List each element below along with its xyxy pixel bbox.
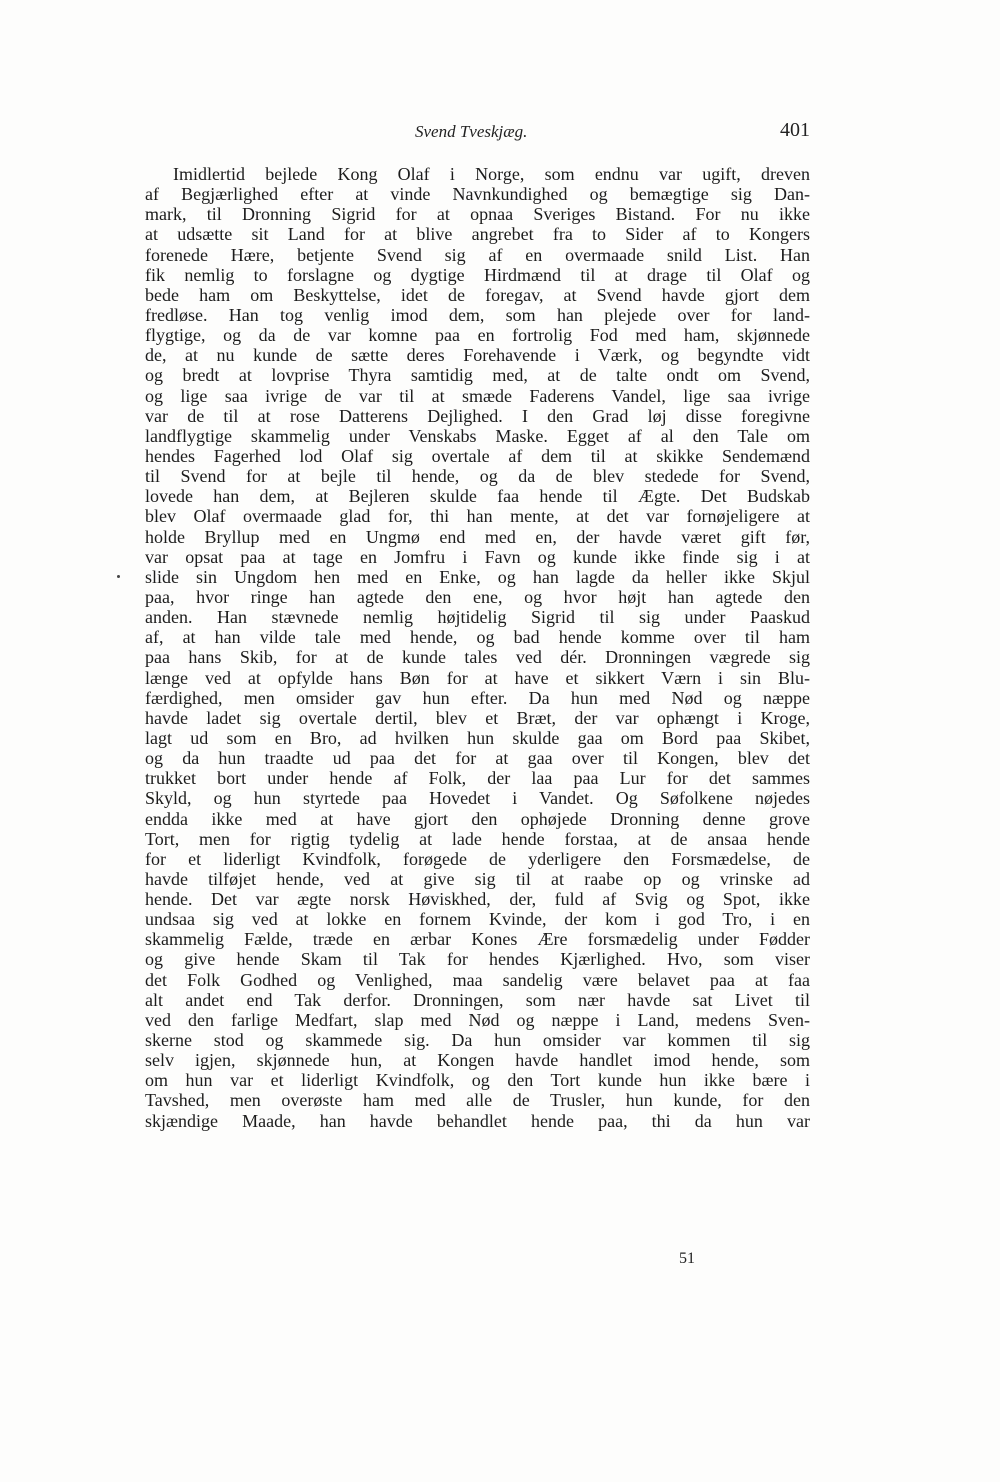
ink-speck (117, 575, 120, 578)
body-text (145, 164, 810, 1131)
text-line: bede ham om Beskyttelse, idet de foregav, at Svend havde gjort dem (145, 284, 810, 305)
text-line: paa, hvor ringe han agtede den ene, og hvor højt han agtede den (145, 586, 810, 607)
text-line: fredløse. Han tog venlig imod dem, som han plejede over for land- (145, 304, 810, 325)
page-header (145, 119, 810, 148)
text-line: af Begjærlighed efter at vinde Navnkundighed og bemægtige sig Dan- (145, 184, 810, 205)
text-line: færdighed, men omsider gav hun efter. Da hun med Nød og næppe (145, 687, 810, 708)
running-title: Svend Tveskjæg. (415, 122, 528, 141)
text-line: blev Olaf overmaade glad for, thi han mente, at det var fornøjeligere at (145, 506, 810, 527)
text-line: landflygtige skammelig under Venskabs Maske. Egget af al den Tale om (145, 425, 810, 446)
text-line: til Svend for at bejle til hende, og da de blev stedede for Svend, (145, 466, 810, 487)
text-line: skerne stod og skammede sig. Da hun omsider var kommen til sig (145, 1030, 810, 1051)
text-line: Tavshed, men overøste ham med alle de Trusler, hun kunde, for den (145, 1090, 810, 1111)
text-line: ved den farlige Medfart, slap med Nød og næppe i Land, medens Sven- (145, 1009, 810, 1030)
text-line: trukket bort under hende af Folk, der laa paa Lur for det sammes (145, 768, 810, 789)
text-line: hendes Fagerhed lod Olaf sig overtale af dem til at skikke Sendemænd (145, 445, 810, 466)
text-line: anden. Han stævnede nemlig højtidelig Sigrid til sig under Paaskud (145, 607, 810, 628)
text-line: Tort, men for rigtig tydelig at lade hende forstaa, at de ansaa hende (145, 828, 810, 849)
text-line: var opsat paa at tage en Jomfru i Favn og kunde ikke finde sig i at (145, 546, 810, 567)
text-line: fik nemlig to forslagne og dygtige Hirdmænd til at drage til Olaf og (145, 264, 810, 285)
text-line: at udsætte sit Land for at blive angrebet fra to Sider af to Kongers (145, 224, 810, 245)
text-line: holde Bryllup med en Ungmø end med en, der havde været gift før, (145, 526, 810, 547)
text-line: det Folk Godhed og Venlighed, maa sandelig være belavet paa at faa (145, 969, 810, 990)
text-line: og da hun traadte ud paa det for at gaa over til Kongen, blev det (145, 748, 810, 769)
text-line: af, at han vilde tale med hende, og bad hende komme over til ham (145, 627, 810, 648)
text-line: og lige saa ivrige de var til at smæde Faderens Vandel, lige saa ivrige (145, 385, 810, 406)
text-line: for et liderligt Kvindfolk, forøgede de yderligere den Forsmædelse, de (145, 848, 810, 869)
text-line: de, at nu kunde de sætte deres Forehavende i Værk, og begyndte vidt (145, 345, 810, 366)
text-line: forenede Hære, betjente Svend sig af en overmaade snild List. Han (145, 244, 810, 265)
text-line: selv igjen, skjønnede hun, at Kongen havde handlet imod hende, som (145, 1050, 810, 1071)
page-number: 401 (780, 119, 810, 141)
text-line: om hun var et liderligt Kvindfolk, og den Tort kunde hun ikke bære i (145, 1070, 810, 1091)
text-line: Skyld, og hun styrtede paa Hovedet i Vandet. Og Søfolkene nøjedes (145, 788, 810, 809)
text-line: havde ladet sig overtale dertil, blev et Bræt, der var ophængt i Kroge, (145, 707, 810, 728)
text-line: og bredt at lovprise Thyra samtidig med, at de talte ondt om Svend, (145, 365, 810, 386)
text-line: paa hans Skib, for at de kunde tales ved dér. Dronningen vægrede sig (145, 647, 810, 668)
text-line: hende. Det var ægte norsk Høviskhed, der, fuld af Svig og Spot, ikke (145, 889, 810, 910)
text-line: længe ved at opfylde hans Bøn for at have et sikkert Værn i sin Blu- (145, 667, 810, 688)
text-line: og give hende Skam til Tak for hendes Kjærlighed. Hvo, som viser (145, 949, 810, 970)
text-line: havde tilføjet hende, ved at give sig til at raabe op og vrinske ad (145, 868, 810, 889)
text-line: mark, til Dronning Sigrid for at opnaa Sveriges Bistand. For nu ikke (145, 204, 810, 225)
signature-mark: 51 (679, 1250, 695, 1267)
text-line: flygtige, og da de var komne paa en fortrolig Fod med ham, skjønnede (145, 325, 810, 346)
text-line: Imidlertid bejlede Kong Olaf i Norge, som endnu var ugift, dreven (173, 164, 810, 184)
text-line: slide sin Ungdom hen med en Enke, og han lagde da heller ikke Skjul (145, 566, 810, 587)
text-line: endda ikke med at have gjort den ophøjede Dronning denne grove (145, 808, 810, 829)
text-line: alt andet end Tak derfor. Dronningen, som nær havde sat Livet til (145, 989, 810, 1010)
text-line: var de til at rose Datterens Dejlighed. I den Grad løj disse foregivne (145, 405, 810, 426)
text-line: lovede han dem, at Bejleren skulde faa hende til Ægte. Det Budskab (145, 486, 810, 507)
text-line: skammelig Fælde, træde en ærbar Kones Ære forsmædelig under Fødder (145, 929, 810, 950)
text-line: undsaa sig ved at lokke en fornem Kvinde, der kom i god Tro, i en (145, 909, 810, 930)
text-line: lagt ud som en Bro, ad hvilken hun skulde gaa om Bord paa Skibet, (145, 727, 810, 748)
text-line: skjændige Maade, han havde behandlet hende paa, thi da hun var (145, 1110, 810, 1131)
